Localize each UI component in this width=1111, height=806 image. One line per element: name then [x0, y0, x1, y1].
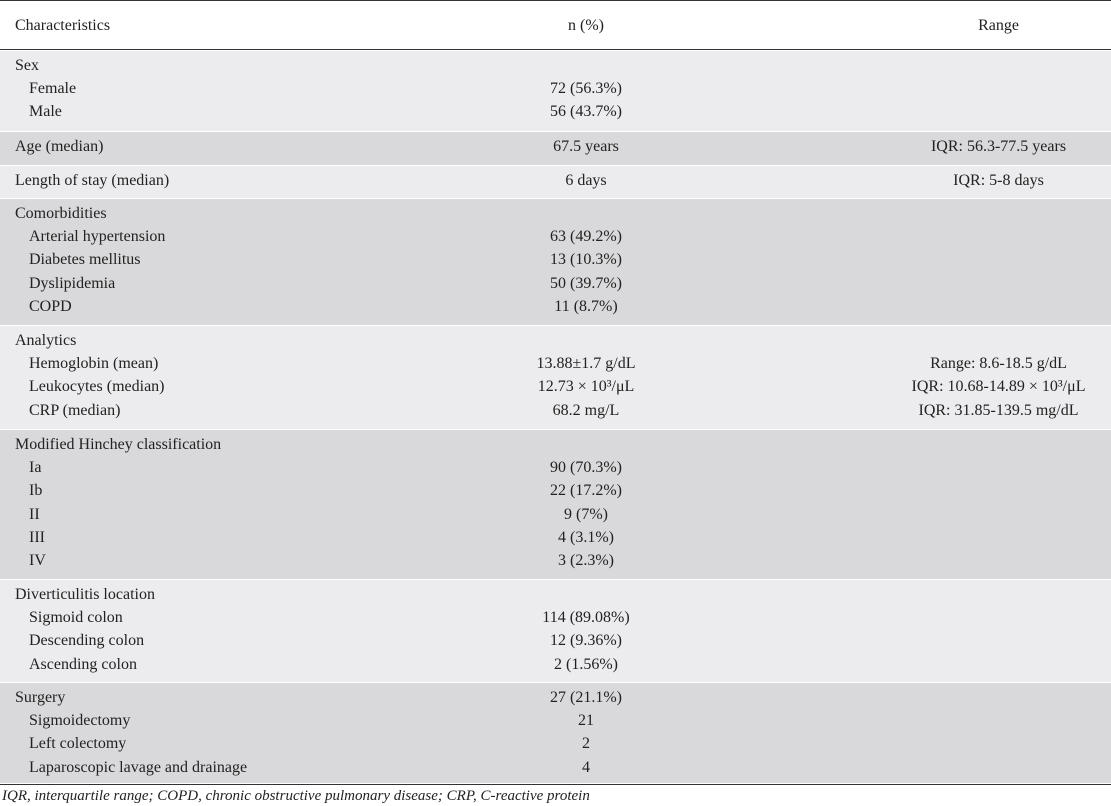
- table-row: [0, 433, 1111, 456]
- row-value: 63 (49.2%): [550, 228, 622, 246]
- row-label: Length of stay (median): [15, 172, 170, 189]
- row-value: 9 (7%): [564, 505, 608, 523]
- row-value: 13.88±1.7 g/dL: [536, 355, 636, 373]
- table-row: [0, 399, 1111, 422]
- table-group: [0, 51, 1111, 131]
- table-row: [0, 169, 1111, 192]
- row-label: Left colectomy: [29, 735, 127, 753]
- table-row: [0, 225, 1111, 248]
- table-row: [0, 202, 1111, 225]
- row-label: Sigmoidectomy: [29, 712, 131, 730]
- table-group: [0, 580, 1111, 682]
- table-group: [0, 326, 1111, 429]
- row-range: IQR: 10.68-14.89 × 10³/μL: [911, 378, 1086, 396]
- row-label: Leukocytes (median): [29, 378, 165, 396]
- row-value: 72 (56.3%): [550, 80, 622, 98]
- row-label: Hemoglobin (mean): [29, 355, 159, 373]
- row-label: Sex: [15, 57, 39, 74]
- table-row: [0, 272, 1111, 295]
- table-row: [0, 295, 1111, 318]
- table-row: [0, 756, 1111, 779]
- table-row: [0, 352, 1111, 375]
- row-value: 27 (21.1%): [550, 689, 622, 706]
- row-value: 50 (39.7%): [550, 274, 622, 292]
- row-value: 90 (70.3%): [550, 459, 622, 477]
- table-row: [0, 653, 1111, 676]
- header-row: [0, 14, 1111, 37]
- row-value: 114 (89.08%): [542, 609, 630, 627]
- table-row: [0, 606, 1111, 629]
- row-value: 2 (1.56%): [554, 655, 618, 673]
- table-row: [0, 54, 1111, 77]
- header-characteristics: Characteristics: [15, 17, 111, 34]
- table-group: [0, 683, 1111, 783]
- row-value: 56 (43.7%): [550, 103, 622, 121]
- table-footnote: IQR, interquartile range; COPD, chronic obstructive pulmonary disease; CRP, C-reactive protein: [2, 788, 590, 804]
- row-label: COPD: [29, 297, 72, 315]
- row-label: Age (median): [15, 138, 104, 155]
- row-value: 4: [582, 758, 590, 776]
- row-label: Ia: [29, 459, 42, 477]
- row-label: Modified Hinchey classification: [15, 436, 222, 453]
- row-label: Diabetes mellitus: [29, 251, 141, 269]
- table-row: [0, 709, 1111, 732]
- row-label: Analytics: [15, 332, 77, 349]
- table-group: [0, 430, 1111, 579]
- table-row: [0, 549, 1111, 572]
- row-value: 3 (2.3%): [558, 552, 614, 569]
- table-row: [0, 77, 1111, 100]
- table-row: [0, 686, 1111, 709]
- row-label: III: [29, 528, 45, 546]
- table-group: [0, 199, 1111, 325]
- row-range: IQR: 56.3-77.5 years: [930, 138, 1067, 155]
- row-value: 68.2 mg/L: [552, 401, 620, 419]
- row-label: Sigmoid colon: [29, 609, 123, 627]
- row-value: 6 days: [565, 172, 607, 189]
- header-n-percent: n (%): [568, 17, 604, 34]
- row-label: Arterial hypertension: [29, 228, 166, 246]
- row-label: Descending colon: [29, 632, 145, 650]
- table-row: [0, 583, 1111, 606]
- row-label: II: [29, 505, 40, 523]
- row-label: Male: [29, 103, 62, 121]
- row-label: Diverticulitis location: [15, 586, 155, 603]
- table-row: [0, 456, 1111, 479]
- row-value: 12 (9.36%): [550, 632, 622, 650]
- row-value: 11 (8.7%): [554, 297, 618, 315]
- row-label: Dyslipidemia: [29, 274, 116, 292]
- row-value: 12.73 × 10³/μL: [537, 378, 635, 396]
- row-label: Female: [29, 80, 77, 98]
- table-header: [0, 0, 1111, 50]
- row-label: IV: [29, 552, 46, 569]
- row-value: 21: [578, 712, 594, 730]
- table-row: [0, 526, 1111, 549]
- row-label: CRP (median): [29, 401, 121, 419]
- row-range: IQR: 31.85-139.5 mg/dL: [918, 401, 1079, 419]
- table-row: [0, 248, 1111, 271]
- table-footnote-rule: [0, 784, 1111, 804]
- table-group: [0, 132, 1111, 165]
- row-value: 67.5 years: [553, 138, 619, 155]
- row-label: Ib: [29, 482, 43, 500]
- table-row: [0, 375, 1111, 398]
- table-row: [0, 329, 1111, 352]
- row-value: 22 (17.2%): [550, 482, 622, 500]
- table-group: [0, 166, 1111, 198]
- table-row: [0, 503, 1111, 526]
- table-row: [0, 135, 1111, 158]
- row-value: 4 (3.1%): [558, 528, 614, 546]
- row-label: Surgery: [15, 689, 66, 706]
- row-range: Range: 8.6-18.5 g/dL: [930, 355, 1067, 373]
- row-label: Comorbidities: [15, 205, 107, 222]
- table-row: [0, 479, 1111, 502]
- row-value: 2: [582, 735, 590, 753]
- row-label: Laparoscopic lavage and drainage: [29, 758, 248, 776]
- table-row: [0, 629, 1111, 652]
- row-label: Ascending colon: [29, 655, 137, 673]
- row-range: IQR: 5-8 days: [953, 172, 1044, 189]
- table-row: [0, 100, 1111, 123]
- row-value: 13 (10.3%): [550, 251, 622, 269]
- table-row: [0, 732, 1111, 755]
- header-range: Range: [978, 17, 1019, 34]
